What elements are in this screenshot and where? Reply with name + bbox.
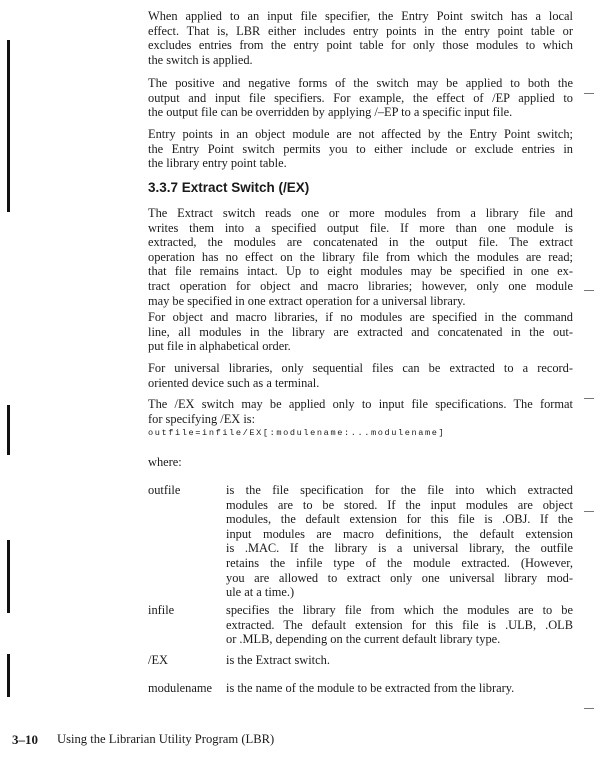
text-line: The /EX switch may be applied only to input file specifications. The format <box>148 397 573 411</box>
definition-term: outfile <box>148 483 181 497</box>
paragraph <box>148 127 573 171</box>
text-line: operation has no effect on the library file from which the modules are read; <box>148 249 573 264</box>
text-line: that file remains intact. Up to eight modules may be specified in one ex- <box>148 264 573 279</box>
change-bar <box>7 654 10 697</box>
text-line: the output file can be overridden by applying /–EP to a specific input file. <box>148 105 513 120</box>
paragraph <box>148 206 573 308</box>
text-line: is the Extract switch. <box>226 653 330 667</box>
text-line: Entry points in an object module are not affected by the Entry Point switch; <box>148 127 573 141</box>
text-line: extracted. The default extension for this file is .ULB, .OLB <box>226 617 573 632</box>
text-line: tract operation for object and macro libraries; however, only one module <box>148 278 573 293</box>
text-line: the library entry point table. <box>148 156 287 171</box>
text-line: oriented device such as a terminal. <box>148 375 320 390</box>
text-line: or .MLB, depending on the current default library type. <box>226 632 501 647</box>
paragraph <box>148 76 573 120</box>
definition-term: modulename <box>148 681 212 695</box>
text-line: For universal libraries, only sequential files can be extracted to a record- <box>148 361 573 375</box>
change-bar <box>7 40 10 212</box>
text-line: you are allowed to extract only one universal library mod- <box>226 570 573 585</box>
text-line: output and input file specifiers. For example, the effect of /EP applied to <box>148 90 573 105</box>
text-line: specifies the library file from which the modules are to be <box>226 603 573 617</box>
text-line: The Extract switch reads one or more modules from a library file and <box>148 206 573 220</box>
paragraph <box>148 310 573 354</box>
section-heading: 3.3.7 Extract Switch (/EX) <box>148 180 310 195</box>
footer-title: Using the Librarian Utility Program (LBR) <box>57 732 275 746</box>
paragraph <box>148 397 573 426</box>
margin-mark <box>584 708 594 709</box>
definition-term: /EX <box>148 653 168 667</box>
text-line: effect. That is, LBR either includes entry points in the entry point table or <box>148 23 573 38</box>
text-line: retains the infile type of the module extracted. (However, <box>226 555 573 570</box>
command-format: outfile=infile/EX[:modulename:...modulename] <box>148 428 446 438</box>
definition-term: infile <box>148 603 175 617</box>
text-line: is .MAC. If the library is a universal library, the outfile <box>226 541 573 556</box>
paragraph <box>148 361 573 390</box>
text-line: When applied to an input file specifier, the Entry Point switch has a local <box>148 9 573 23</box>
text-line: for specifying /EX is: <box>148 411 256 426</box>
text-line: is the name of the module to be extracted from the library. <box>226 681 515 695</box>
definition-text <box>226 653 573 668</box>
text-line: is the file specification for the file into which extracted <box>226 483 573 497</box>
text-line: input modules are macro definitions, the default extension <box>226 526 573 541</box>
text-line: writes them into a specified output file. If more than one module is <box>148 220 573 235</box>
text-line: The positive and negative forms of the switch may be applied to both the <box>148 76 573 90</box>
text-line: excludes entries from the entry point table for only those modules to which <box>148 38 573 53</box>
margin-mark <box>584 398 594 399</box>
text-line: the Entry Point switch permits you to either include or exclude entries in <box>148 141 573 156</box>
text-line: ule at a time.) <box>226 585 295 600</box>
margin-mark <box>584 290 594 291</box>
definition-text <box>226 681 573 696</box>
change-bar <box>7 405 10 455</box>
text-line: For object and macro libraries, if no modules are specified in the command <box>148 310 573 324</box>
paragraph <box>148 9 573 67</box>
text-line: line, all modules in the library are extracted and concatenated in the out- <box>148 324 573 339</box>
definition-text <box>226 603 573 647</box>
margin-mark <box>584 93 594 94</box>
text-line: the switch is applied. <box>148 52 253 67</box>
text-line: may be specified in one extract operation for a universal library. <box>148 293 466 308</box>
margin-mark <box>584 511 594 512</box>
page-number: 3–10 <box>12 732 38 747</box>
where-label: where: <box>148 455 182 469</box>
text-line: modules, the default extension for this file is .OBJ. If the <box>226 512 573 527</box>
change-bar <box>7 540 10 613</box>
text-line: modules are to be stored. If the input modules are object <box>226 497 573 512</box>
text-line: put file in alphabetical order. <box>148 339 291 354</box>
text-line: extracted, the modules are concatenated in the output file. The extract <box>148 235 573 250</box>
definition-text <box>226 483 573 600</box>
